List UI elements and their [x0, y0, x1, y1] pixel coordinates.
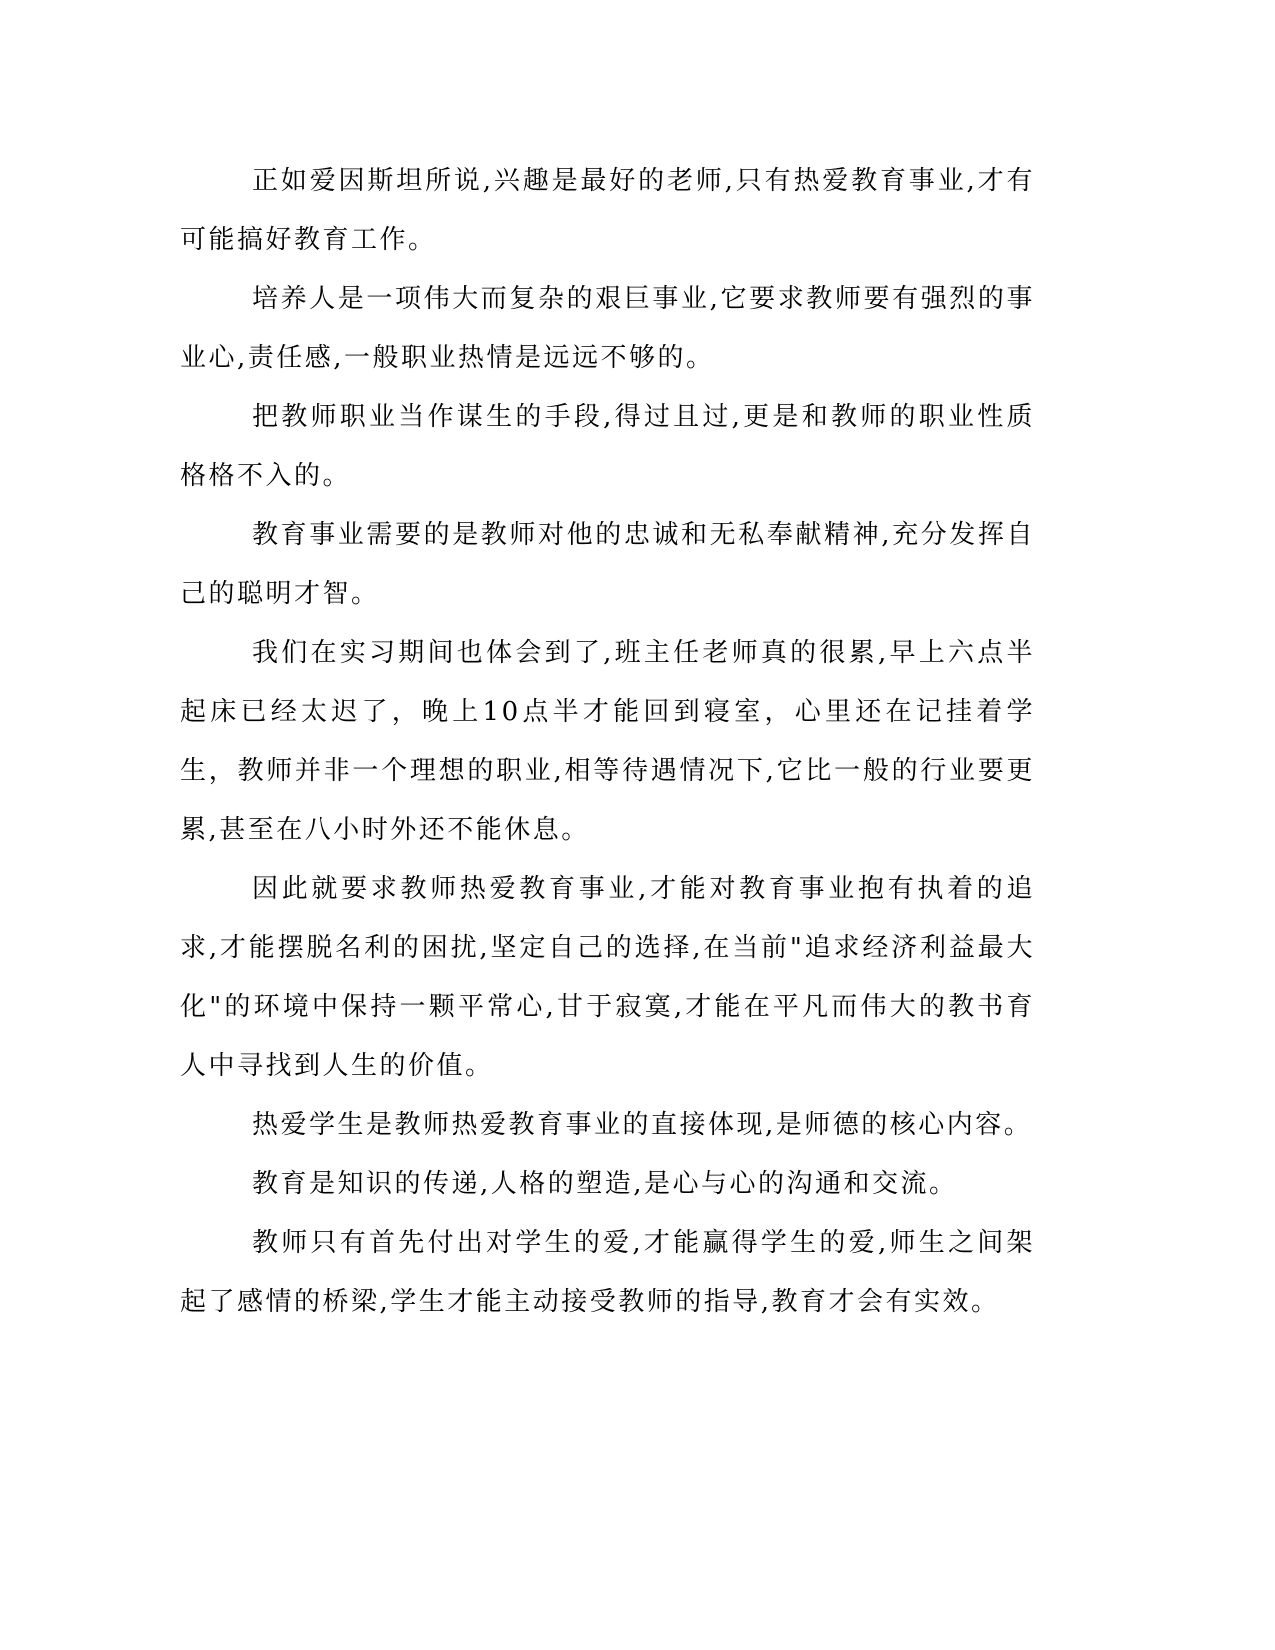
paragraph: 把教师职业当作谋生的手段,得过且过,更是和教师的职业性质格格不入的。 [180, 402, 1035, 491]
paragraph: 因此就要求教师热爱教育事业,才能对教育事业抱有执着的追求,才能摆脱名利的困扰,坚定自己的选择,在当前"追求经济利益最大化"的环境中保持一颗平常心,甘于寂寞,才能在平凡而伟大的教书育人中寻找到人生的价值。 [180, 874, 1035, 1081]
document-body [180, 152, 1035, 1332]
paragraph: 教师只有首先付出对学生的爱,才能赢得学生的爱,师生之间架起了感情的桥梁,学生才能主动接受教师的指导,教育才会有实效。 [180, 1228, 1035, 1317]
paragraph: 教育事业需要的是教师对他的忠诚和无私奉献精神,充分发挥自己的聪明才智。 [180, 520, 1035, 609]
paragraph: 热爱学生是教师热爱教育事业的直接体现,是师德的核心内容。 [252, 1110, 1033, 1140]
paragraph: 培养人是一项伟大而复杂的艰巨事业,它要求教师要有强烈的事业心,责任感,一般职业热情是远远不够的。 [180, 284, 1035, 373]
paragraph: 教育是知识的传递,人格的塑造,是心与心的沟通和交流。 [252, 1169, 958, 1199]
paragraph: 我们在实习期间也体会到了,班主任老师真的很累,早上六点半起床已经太迟了，晚上10点半才能回到寝室，心里还在记挂着学生，教师并非一个理想的职业,相等待遇情况下,它比一般的行业要更累,甚至在八小时外还不能休息。 [180, 638, 1035, 845]
paragraph: 正如爱因斯坦所说,兴趣是最好的老师,只有热爱教育事业,才有可能搞好教育工作。 [180, 166, 1035, 255]
